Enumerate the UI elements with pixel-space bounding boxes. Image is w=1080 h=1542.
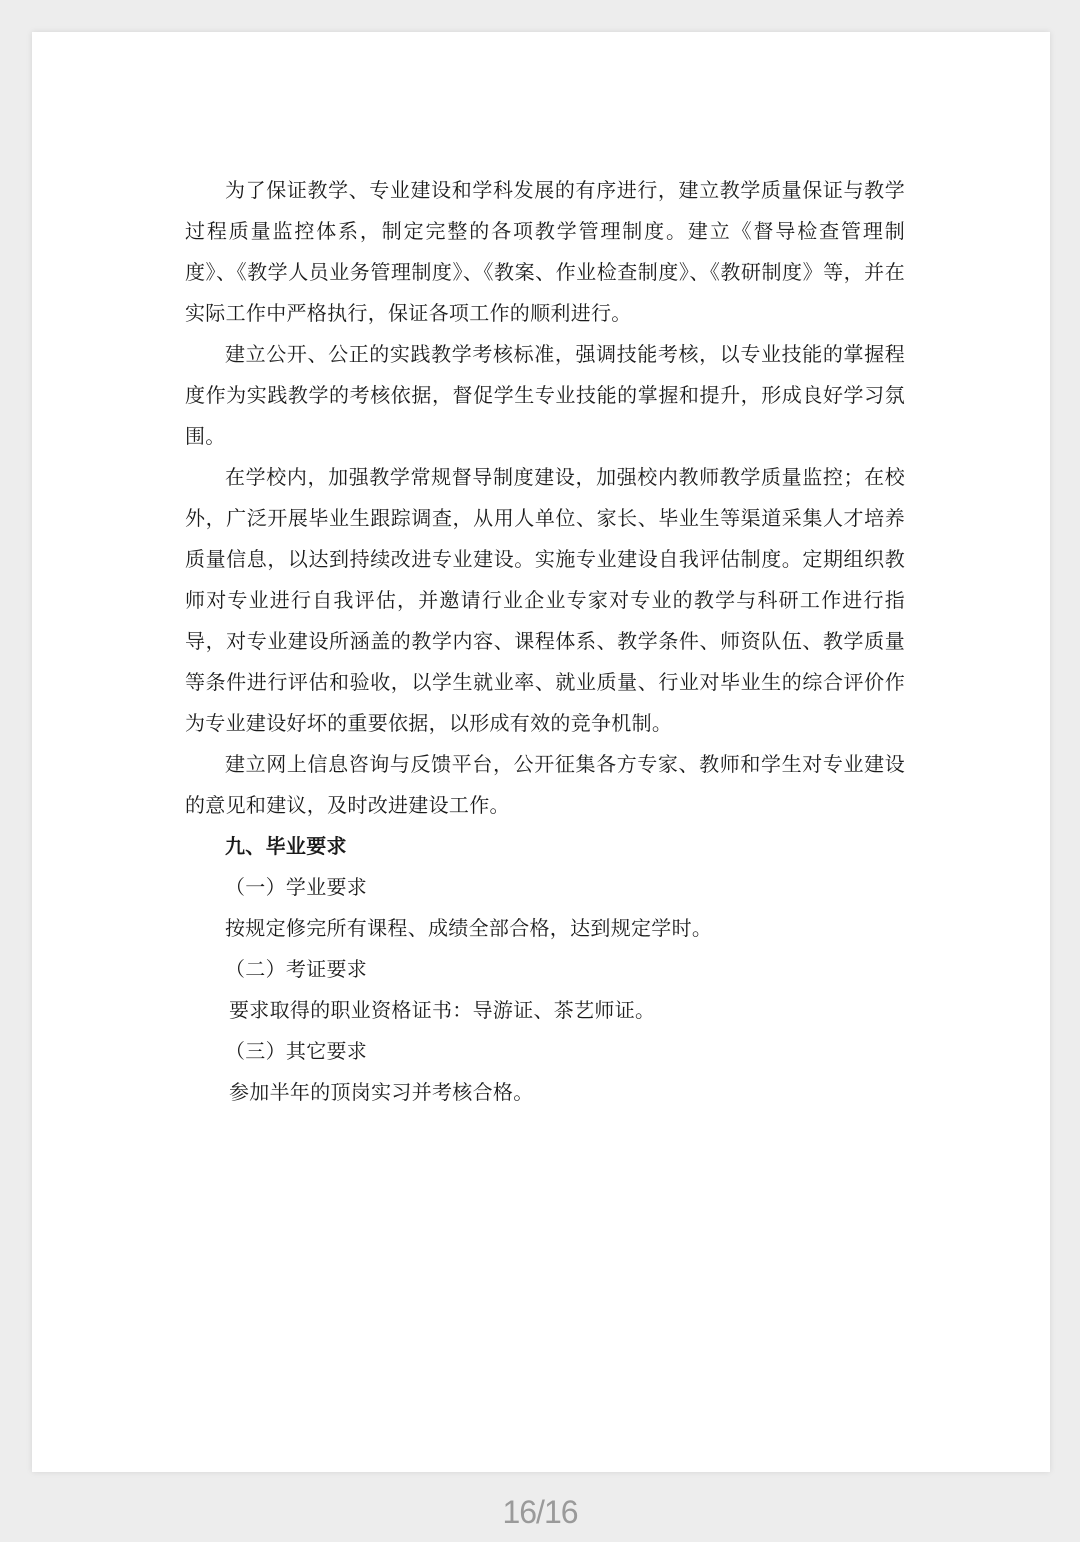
subsection-title-certificate: （二）考证要求 (225, 957, 368, 981)
paragraph-quality-system: 为了保证教学、专业建设和学科发展的有序进行，建立教学质量保证与教学过程质量监控体系，制定完整的各项教学管理制度。建立《督导检查管理制度》、《教学人员业务管理制度》、《教案、作业检查制度》、《教研制度》等，并在实际工作中严格执行，保证各项工作的顺利进行。 (185, 178, 905, 325)
paragraph-practice-assessment: 建立公开、公正的实践教学考核标准，强调技能考核，以专业技能的掌握程度作为实践教学的考核依据，督促学生专业技能的掌握和提升，形成良好学习氛围。 (185, 342, 905, 448)
paragraph-supervision: 在学校内，加强教学常规督导制度建设，加强校内教师教学质量监控；在校外，广泛开展毕业生跟踪调查，从用人单位、家长、毕业生等渠道采集人才培养质量信息，以达到持续改进专业建设。实施专业建设自我评估制度。定期组织教师对专业进行自我评估，并邀请行业企业专家对专业的教学与科研工作进行指导，对专业建设所涵盖的教学内容、课程体系、教学条件、师资队伍、教学质量等条件进行评估和验收，以学生就业率、就业质量、行业对毕业生的综合评价作为专业建设好坏的重要依据，以形成有效的竞争机制。 (185, 465, 905, 735)
subsection-title-other: （三）其它要求 (225, 1039, 368, 1063)
document-page (32, 32, 1050, 1472)
subsection-title-academic: （一）学业要求 (225, 875, 368, 899)
page-indicator: 16/16 (502, 1494, 578, 1530)
section-heading-graduation: 九、毕业要求 (225, 834, 347, 858)
subsection-text-certificate: 要求取得的职业资格证书：导游证、茶艺师证。 (229, 998, 656, 1022)
paragraph-feedback-platform: 建立网上信息咨询与反馈平台，公开征集各方专家、教师和学生对专业建设的意见和建议，及时改进建设工作。 (185, 752, 905, 817)
subsection-text-other: 参加半年的顶岗实习并考核合格。 (229, 1080, 534, 1104)
subsection-text-academic: 按规定修完所有课程、成绩全部合格，达到规定学时。 (225, 916, 713, 940)
page-content (185, 170, 905, 1113)
